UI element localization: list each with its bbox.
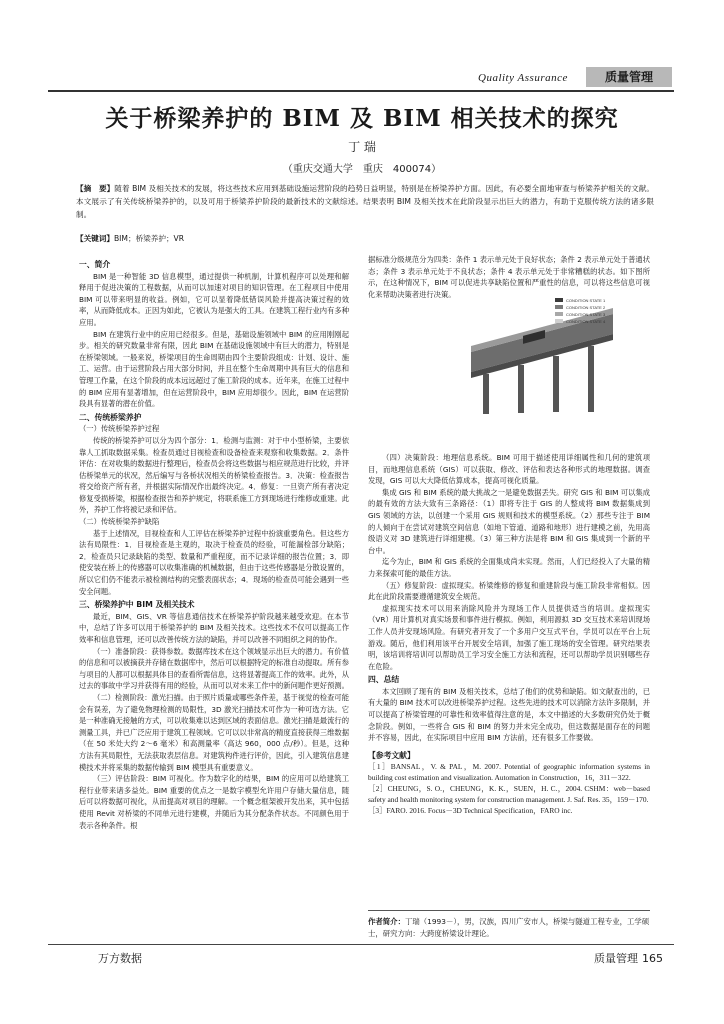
left-subheading: （一）传统桥梁养护过程	[79, 424, 160, 434]
right-column-top: 据标准分级规范分为四类：条件 1 表示单元处于良好状态；条件 2 表示单元处于普通状态；条件 3 表示单元处于不良状态；条件 4 表示单元处于非常糟糕的状态。如下图所示，在这种情况下，BIM 可以促进共享缺陷位置和严重性的信息，可以将这些信息可视化来帮助决策者进行决策。	[368, 255, 650, 299]
left-column	[79, 257, 349, 937]
author-note-text: 丁瑞（1993－），男，汉族，四川广安市人，桥梁与隧道工程专业，工学硕士，研究方向：大跨度桥梁设计理论。	[368, 917, 650, 938]
legend-label: CONDITION STATE 4	[566, 319, 606, 324]
article-title: 关于桥梁养护的 BIM 及 BIM 相关技术的探究	[105, 105, 619, 132]
legend-swatch	[555, 298, 563, 302]
left-paragraph: 最近，BIM、GIS、VR 等信息通信技术在桥梁养护阶段越来越受欢迎。在本节中，总结了许多可以用于桥梁养护的 BIM 及相关技术。这些技术不仅可以提高工作效率和信息管理，还可以改善传统方法的缺陷，并可以改善不同组织之间的协作。	[79, 611, 349, 644]
abstract-text: 随着 BIM 及相关技术的发展，将这些技术应用到基础设施运营阶段的趋势日益明显，特别是在桥梁养护方面。因此，有必要全面地审查与桥梁养护相关的文献。本文展示了有关传统桥梁养护的，以及可用于桥梁养护阶段的最新技术的文献综述。结果表明 BIM 及相关技术在此阶段显示出巨大的潜力，有助于克服传统方法的诸多限制。	[76, 184, 654, 219]
legend-swatch	[555, 305, 563, 309]
header-rule	[48, 90, 674, 92]
footer-page	[590, 950, 663, 966]
legend-swatch	[555, 319, 563, 323]
bridge-pier-1	[483, 374, 489, 414]
abstract	[76, 182, 654, 221]
left-subheading: （二）传统桥梁养护缺陷	[79, 517, 160, 527]
section-tag: 质量管理	[586, 67, 672, 87]
left-paragraph: BIM 是一种智能 3D 信息模型，通过提供一种机制，计算机程序可以处理和解释用于促进决策的工程数据，从而可以加速对项目的知识管理。在工程项目中使用 BIM 可以带来明显的收益。例如，它可以显着降低错误风险并提高决策过程的效率，从而降低成本。正因为如此，它被认为是强大的工具。在建筑工程行业内有多种应用。	[79, 271, 349, 327]
right-paragraph: 虚拟现实技术可以用来消除风险并为现场工作人员提供适当的培训。虚拟现实（VR）用计算机对真实场景和事件进行模拟。例如，利用源拟 3D 交互技术来培训现场工作人员并安现场风险。有研究者开发了一个多用户交互式平台，学员可以在平台上玩游戏。随后，他们利用该平台开展安全培训，加强了施工现场的安全管理。研究结果表明，该培训将培训可以帮助员工学习安全施工方法和流程，还可以帮助学员识别哪些存在危险。	[368, 603, 650, 671]
affiliation: （重庆交通大学 重庆 400074）	[282, 164, 442, 175]
left-paragraph: （三）评估阶段：BIM 可视化。作为数字化的结果，BIM 的应用可以给建筑工程行业带来诸多益处。BIM 重要的优点之一是数字模型允许用户存储大量信息，随后可以将数据可视化，从而提高对项目的理解。一个概念框架被开发出来，其中包括使用 Revit 对桥梁的不同单元进行建模，并随后为其分配条件状态。不同颜色用于表示各种条件。根	[79, 774, 349, 830]
legend-label: CONDITION STATE 3	[566, 312, 606, 317]
bridge-pier-4	[588, 346, 594, 412]
reference-item: ［3］FARO. 2016. Focus－3D Technical Specification，FARO inc.	[368, 806, 573, 816]
keywords-label: 【关键词】	[76, 234, 114, 243]
left-paragraph: 基于上述情况，目视检查和人工评估在桥梁养护过程中扮演重要角色。但这些方法有局限性：1．目视检查是主观的，取决于检查员的经验，可能漏检部分缺陷；2．检查员只记录缺陷的类型、数量和严重程度，而不记录详细的报告位置；3．即使安装在桥上的传感器可以收集准确的机械数据，但由于这些传感器是分散设置的，所以它们仍不能表示被检测结构的完整表面状态；4．现场的检查员可能会遇到一些安全问题。	[79, 528, 349, 596]
left-paragraph: BIM 在建筑行业中的应用已经很多。但是，基础设施领域中 BIM 的应用刚刚起步。相关的研究数量非常有限，因此 BIM 在基础设施领域中有巨大的潜力，特别是在桥梁领域。一般来说，桥梁项目的生命周期由四个主要阶段组成：计划、设计、施工、运营。由于运营阶段占用大部分时间，并且在整个生命周期中具有巨大的信息和管理工作量，在这个阶段的成本远远超过了施工阶段的成本。近年来，在施工过程中的 BIM 应用有显著增加，但在运营阶段中，BIM 应用却很少。因此，BIM 在运营阶段具有显著的潜在价值。	[79, 329, 349, 409]
left-paragraph: （二）检测阶段：激光扫描。由于照片质量或哪些条件差，基于视觉的检查可能会有误差，为了避免物理检测的局限性，3D 激光扫描技术可作为一种可选方法。它是一种准确无接触的方式，可以收集难以达到区域的表面信息。激光扫描是最流行的测量工具，并已广泛应用于建筑工程领域。它可以以非常高的精度直接获得三维数据（在 50 米处大约 2～6 毫米）和高测量率（高达 960，000 点/秒）。但是，这种方法有其局限性，无法获取表层信息。对建筑构件进行评价，因此，引入建筑信息建模技术并将采集的数据传输到 BIM 模型具有重要意义。	[79, 692, 349, 772]
left-paragraph: 传统的桥梁养护可以分为四个部分：1．检测与监测：对于中小型桥梁，主要依靠人工抓取数据采集。检查员通过目视检查和设备检查来观察和收集数据。2．条件评估：在对收集的数据进行整理后，检查员会将这些数据与相应规范进行比较，并评估桥梁单元的状况，然后编写与各桥状况相关的桥梁检查报告。3．决策：检查报告将交给资产所有者，并根据实际情况作出最终决定。4．修复：一旦资产所有者决定修复受损桥梁，根据检查报告和养护规定，将联系施工方到现场进行维修或重建。此外，养护工作将被记录和评估。	[79, 435, 349, 515]
footer-rule	[48, 944, 674, 945]
bridge-pier-3	[553, 356, 559, 412]
left-heading: 三、桥梁养护中 BIM 及相关技术	[79, 600, 195, 610]
keywords-text: BIM；桥梁养护；VR	[113, 234, 185, 243]
legend-label: CONDITION STATE 1	[566, 298, 606, 303]
legend-label: CONDITION STATE 2	[566, 305, 606, 310]
footer-label: 质量管理	[594, 952, 638, 965]
journal-name-en: Quality Assurance	[478, 72, 568, 84]
reference-item: ［2］CHEUNG，S. O.，CHEUNG，K. K.，SUEN，H. C.，2004. CSHM：web－based safety and health monitoring system for construction management. J. Saf. Res. 35，159－170.	[368, 784, 650, 805]
bridge-pier-2	[518, 365, 524, 413]
right-paragraph: （四）决策阶段：地理信息系统。BIM 可用于描述使用详细属性和几何的建筑项目，而地理信息系统（GIS）可以获取、修改、评估和表达各种形式的地理数据。调查发现，GIS 可以大大降低估算成本，提高可视化质量。	[368, 453, 650, 486]
right-paragraph: 集成 GIS 和 BIM 系统的最大挑战之一是避免数据丢失。研究 GIS 和 BIM 可以集成的最有效的方法大致有三条路径：（1）即将专注于 GIS 的人整成将 BIM 数据集成到 GIS 领域的方法，以创建一个采用 GIS 规则和技术的模型系统。（2）那些专注于 BIM 的人倾向于在尝试对建筑空间信息（如地下管道、道路和地形）进行建模之前，先用高级语义对 3D 建筑进行详细建模。（3）第三种方法是将 BIM 和 GIS 集成到一个新的平台中。	[368, 487, 650, 555]
right-paragraph: 迄今为止，BIM 和 GIS 系统的全面集成尚未实现。然而，人们已经投入了大量的精力来探索可能的最佳方法。	[368, 557, 650, 578]
left-paragraph: （一）准备阶段：获得参数。数据库技术在这个领域显示出巨大的潜力。有价值的信息和可以被摘获并存储在数据库中，然后可以根据特定的标准自动提取。所有参与项目的人都可以根据具体目的查看所需信息，这将显著提高工作的效率。此外，从过去的事故中学习并获得有用的经验，从而可以对未来工作中的新问题作更好预测。	[79, 646, 349, 691]
abstract-label: 【摘 要】	[76, 184, 115, 193]
page-number: 165	[642, 952, 663, 965]
right-column	[368, 452, 650, 932]
bridge-condition-figure	[463, 294, 613, 424]
legend-swatch	[555, 312, 563, 316]
author-note-label: 作者简介：	[368, 917, 405, 926]
keywords	[76, 233, 654, 244]
right-paragraph: （五）修复阶段：虚拟现实。桥梁维修的修复和重建阶段与施工阶段非常相似。因此在此阶段需要遵循建筑安全规范。	[368, 580, 650, 602]
figure-legend	[555, 298, 606, 324]
right-heading: 四、总结	[368, 675, 400, 685]
author-name: 丁 瑞	[348, 140, 376, 154]
references-heading: 【参考文献】	[368, 750, 415, 760]
left-heading: 二、传统桥梁养护	[79, 412, 142, 422]
right-paragraph: 本文回顾了现有的 BIM 及相关技术，总结了他们的优势和缺陷。如文献查出的，已有大量的 BIM 技术可以改进桥梁养护过程。这些先进的技术可以消除方法许多限制，并可以提高了桥梁管理的可靠性和效率值得注意的是，本文中描述的大多数研究仍处于概念阶段。例如，一些将合 GIS 和 BIM 的努力并未完全成功，但这数据是面存在的问题并不容易，因此，在实际项目中应用 BIM 方法前，还有很多工作要做。	[368, 686, 650, 743]
reference-item: ［1］BANSAL，V. & PAL，M. 2007. Potential of geographic information systems in building cost estimation and visualization. Automation in Construction，16，311－322.	[368, 762, 650, 783]
left-heading: 一、简介	[79, 260, 111, 269]
footer-watermark: 万方数据	[98, 952, 142, 965]
author-note	[368, 910, 650, 939]
